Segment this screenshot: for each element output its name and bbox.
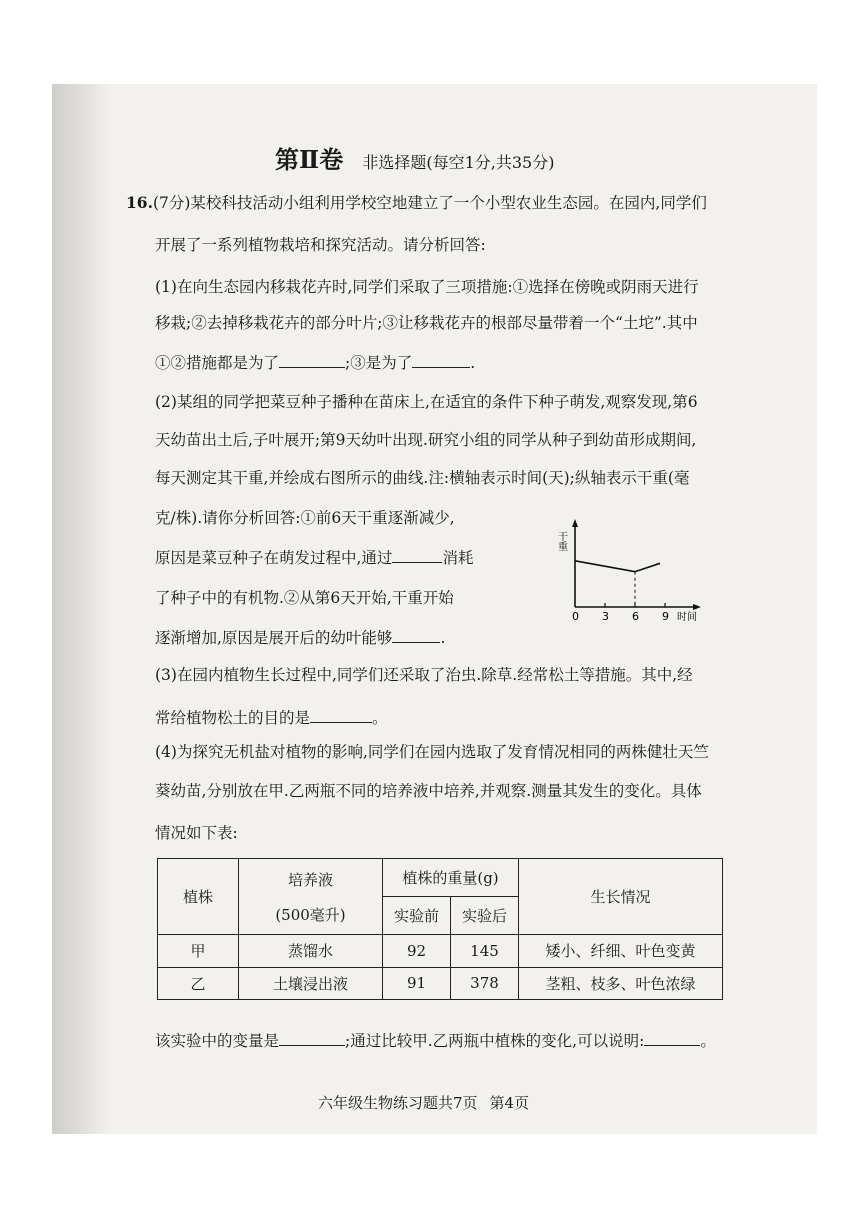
cell-growth: 茎粗、枝多、叶色浓绿 bbox=[519, 967, 723, 999]
cell-solution: 土壤浸出液 bbox=[239, 967, 383, 999]
x-axis-label: 时间 bbox=[677, 612, 697, 623]
part1-text-a: ①②措施都是为了 bbox=[155, 354, 280, 372]
section-subtitle: 非选择题(每空1分,共35分) bbox=[362, 153, 555, 172]
x-tick-label: 3 bbox=[602, 610, 609, 623]
footer-page-number: 第4页 bbox=[489, 1094, 530, 1112]
answer-blank-5[interactable] bbox=[310, 707, 372, 723]
intro-text-1: (7分)某校科技活动小组利用学校空地建立了一个小型农业生态园。在园内,同学们 bbox=[152, 194, 707, 212]
header-growth: 生长情况 bbox=[519, 859, 723, 935]
answer-blank-2[interactable] bbox=[412, 352, 470, 368]
section-title bbox=[275, 140, 554, 175]
y-axis-arrow bbox=[572, 519, 578, 527]
table-row bbox=[158, 967, 723, 999]
answer-blank-3[interactable] bbox=[392, 547, 442, 563]
footer-exam-info: 六年级生物练习题共7页 bbox=[318, 1094, 478, 1112]
final-text-a: 该实验中的变量是 bbox=[155, 1032, 280, 1050]
x-ticks bbox=[572, 603, 669, 623]
part2-text-c: 逐渐增加,原因是展开后的幼叶能够 bbox=[155, 629, 393, 647]
cell-before: 92 bbox=[383, 935, 451, 967]
header-after: 实验后 bbox=[451, 897, 519, 935]
header-solution-line2: (500毫升) bbox=[275, 905, 346, 924]
part3-text-a: 常给植物松土的目的是 bbox=[155, 709, 311, 727]
answer-blank-6[interactable] bbox=[279, 1030, 345, 1046]
cell-plant: 乙 bbox=[158, 967, 239, 999]
dry-weight-curve bbox=[575, 561, 660, 572]
table-row bbox=[158, 935, 723, 967]
answer-blank-4[interactable] bbox=[392, 627, 440, 643]
header-weight: 植株的重量(g) bbox=[383, 859, 519, 897]
part1-text-b: ;③是为了 bbox=[345, 354, 413, 372]
part1-line2: 移栽;②去掉移栽花卉的部分叶片;③让移栽花卉的根部尽量带着一个“土坨”.其中 bbox=[155, 314, 698, 332]
part2-line7 bbox=[155, 627, 445, 648]
question-intro-1 bbox=[126, 193, 707, 213]
cell-growth: 矮小、纤细、叶色变黄 bbox=[519, 935, 723, 967]
final-text-c: 。 bbox=[700, 1032, 716, 1050]
x-tick-label: 0 bbox=[572, 610, 579, 623]
cell-after: 378 bbox=[451, 967, 519, 999]
experiment-table bbox=[157, 858, 723, 1000]
question-intro-2: 开展了一系列植物栽培和探究活动。请分析回答: bbox=[155, 236, 486, 254]
x-tick-label: 9 bbox=[662, 610, 669, 623]
part2-line4: 克/株).请你分析回答:①前6天干重逐渐减少, bbox=[155, 509, 455, 527]
part4-line1: (4)为探究无机盐对植物的影响,同学们在园内选取了发育情况相同的两株健壮天竺 bbox=[155, 743, 709, 761]
x-axis-arrow bbox=[693, 604, 701, 610]
part2-line3: 每天测定其干重,并绘成右图所示的曲线.注:横轴表示时间(天);纵轴表示干重(毫 bbox=[155, 469, 690, 487]
part2-line1: (2)某组的同学把菜豆种子播种在苗床上,在适宜的条件下种子萌发,观察发现,第6 bbox=[155, 393, 698, 411]
part2-line6: 了种子中的有机物.②从第6天开始,干重开始 bbox=[155, 589, 454, 607]
part2-line2: 天幼苗出土后,子叶展开;第9天幼叶出现.研究小组的同学从种子到幼苗形成期间, bbox=[155, 431, 697, 449]
part1-text-c: . bbox=[470, 354, 476, 372]
paper-shadow bbox=[52, 84, 112, 1134]
part2-line5 bbox=[155, 547, 473, 568]
x-tick-label: 6 bbox=[632, 610, 639, 623]
part2-text-b: 消耗 bbox=[442, 549, 474, 567]
cell-solution: 蒸馏水 bbox=[239, 935, 383, 967]
question-number: 16. bbox=[126, 193, 153, 212]
part1-line1: (1)在向生态园内移栽花卉时,同学们采取了三项措施:①选择在傍晚或阴雨天进行 bbox=[155, 278, 699, 296]
part2-text-a: 原因是菜豆种子在萌发过程中,通过 bbox=[155, 549, 393, 567]
part1-line3 bbox=[155, 352, 475, 373]
answer-blank-7[interactable] bbox=[644, 1030, 700, 1046]
answer-blank-1[interactable] bbox=[279, 352, 345, 368]
header-solution-line1: 培养液 bbox=[287, 870, 333, 889]
part4-line3: 情况如下表: bbox=[155, 824, 238, 842]
part4-line2: 葵幼苗,分别放在甲.乙两瓶不同的培养液中培养,并观察.测量其发生的变化。具体 bbox=[155, 782, 702, 800]
final-question-line bbox=[155, 1030, 716, 1051]
section-heading: 第Ⅱ卷 bbox=[275, 145, 344, 174]
cell-before: 91 bbox=[383, 967, 451, 999]
header-before: 实验前 bbox=[383, 897, 451, 935]
y-axis-label: 干重 bbox=[555, 531, 567, 551]
cell-plant: 甲 bbox=[158, 935, 239, 967]
header-plant: 植株 bbox=[158, 859, 239, 935]
part3-line1: (3)在园内植物生长过程中,同学们还采取了治虫.除草.经常松土等措施。其中,经 bbox=[155, 666, 693, 684]
final-text-b: ;通过比较甲.乙两瓶中植株的变化,可以说明: bbox=[345, 1032, 645, 1050]
page-footer bbox=[318, 1092, 541, 1113]
cell-after: 145 bbox=[451, 935, 519, 967]
part3-text-b: 。 bbox=[372, 709, 388, 727]
header-solution bbox=[239, 859, 383, 935]
part3-line2 bbox=[155, 707, 388, 728]
part2-text-d: . bbox=[440, 629, 446, 647]
dry-weight-chart bbox=[555, 515, 715, 625]
